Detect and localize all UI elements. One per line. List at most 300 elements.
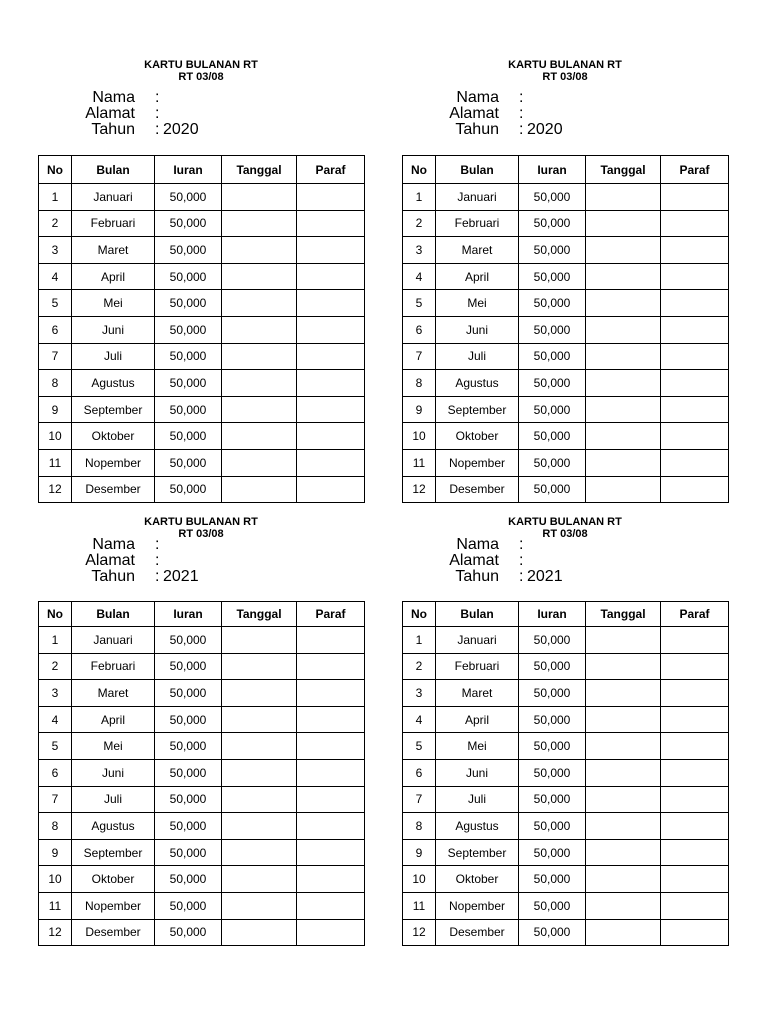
table-row <box>39 892 365 919</box>
nama-label: Nama <box>92 536 135 553</box>
tahun-colon: : <box>519 568 524 585</box>
cell-paraf <box>661 839 729 866</box>
cell-bulan: Januari <box>72 627 155 654</box>
cell-tanggal <box>222 210 297 237</box>
cell-no: 7 <box>39 343 72 370</box>
header-paraf: Paraf <box>661 602 729 627</box>
cell-no: 9 <box>403 396 436 423</box>
cell-tanggal <box>586 892 661 919</box>
table-row <box>39 316 365 343</box>
cell-paraf <box>661 184 729 211</box>
cell-paraf <box>297 786 365 813</box>
cell-tanggal <box>222 839 297 866</box>
alamat-label: Alamat <box>449 552 499 569</box>
cell-bulan: Maret <box>436 237 519 264</box>
cell-paraf <box>297 343 365 370</box>
table-row <box>403 892 729 919</box>
cell-paraf <box>661 396 729 423</box>
cell-bulan: Desember <box>436 919 519 946</box>
cell-tanggal <box>222 627 297 654</box>
table-row <box>403 733 729 760</box>
cell-iuran: 50,000 <box>155 866 222 893</box>
cell-no: 6 <box>403 759 436 786</box>
tahun-label: Tahun <box>91 121 135 138</box>
cell-iuran: 50,000 <box>155 370 222 397</box>
cell-bulan: Juli <box>72 343 155 370</box>
cell-paraf <box>661 290 729 317</box>
card-info <box>38 537 364 587</box>
cell-no: 5 <box>39 733 72 760</box>
header-tanggal: Tanggal <box>222 156 297 184</box>
cell-tanggal <box>222 423 297 450</box>
cell-no: 1 <box>403 627 436 654</box>
cell-bulan: Oktober <box>72 866 155 893</box>
cell-bulan: Oktober <box>72 423 155 450</box>
cell-paraf <box>297 653 365 680</box>
iuran-table <box>402 601 729 946</box>
header-tanggal: Tanggal <box>586 156 661 184</box>
cell-paraf <box>661 370 729 397</box>
table-row <box>39 680 365 707</box>
nama-label: Nama <box>92 89 135 106</box>
cell-paraf <box>297 813 365 840</box>
cell-bulan: Juli <box>436 343 519 370</box>
info-row-tahun <box>402 122 728 138</box>
cell-paraf <box>297 733 365 760</box>
card-title-line2: RT 03/08 <box>178 528 224 540</box>
cell-iuran: 50,000 <box>519 813 586 840</box>
cell-iuran: 50,000 <box>519 396 586 423</box>
cell-iuran: 50,000 <box>519 759 586 786</box>
cell-paraf <box>661 680 729 707</box>
table-row <box>39 396 365 423</box>
cell-iuran: 50,000 <box>155 786 222 813</box>
cell-no: 2 <box>403 653 436 680</box>
cell-bulan: Agustus <box>72 370 155 397</box>
cell-no: 7 <box>403 343 436 370</box>
header-no: No <box>403 156 436 184</box>
cell-tanggal <box>222 759 297 786</box>
card-title-line1: KARTU BULANAN RT <box>508 59 622 71</box>
cell-iuran: 50,000 <box>519 653 586 680</box>
card-info <box>38 90 364 140</box>
cell-paraf <box>661 316 729 343</box>
cell-bulan: Desember <box>72 919 155 946</box>
cell-tanggal <box>586 396 661 423</box>
cell-paraf <box>661 449 729 476</box>
cell-tanggal <box>586 706 661 733</box>
table-row <box>39 653 365 680</box>
table-row <box>403 919 729 946</box>
table-row <box>39 290 365 317</box>
cell-paraf <box>297 237 365 264</box>
cell-iuran: 50,000 <box>519 866 586 893</box>
table-row <box>403 423 729 450</box>
cell-tanggal <box>222 316 297 343</box>
cell-iuran: 50,000 <box>519 839 586 866</box>
card-title-line1: KARTU BULANAN RT <box>144 59 258 71</box>
table-row <box>39 343 365 370</box>
cell-no: 10 <box>39 866 72 893</box>
info-row-alamat <box>402 106 728 122</box>
cell-tanggal <box>222 343 297 370</box>
cell-no: 1 <box>39 627 72 654</box>
iuran-table <box>38 601 365 946</box>
cell-iuran: 50,000 <box>519 706 586 733</box>
cell-tanggal <box>222 680 297 707</box>
cell-tanggal <box>222 653 297 680</box>
cell-paraf <box>661 237 729 264</box>
table-row <box>39 813 365 840</box>
cell-tanggal <box>586 839 661 866</box>
info-row-nama <box>38 537 364 553</box>
cell-bulan: Nopember <box>72 892 155 919</box>
cell-no: 9 <box>403 839 436 866</box>
cell-iuran: 50,000 <box>519 316 586 343</box>
tahun-value: 2021 <box>527 568 563 585</box>
cell-paraf <box>297 449 365 476</box>
tahun-colon: : <box>155 568 160 585</box>
table-row <box>403 866 729 893</box>
cell-bulan: Februari <box>72 210 155 237</box>
cell-iuran: 50,000 <box>155 290 222 317</box>
table-row <box>403 759 729 786</box>
cell-bulan: Nopember <box>436 892 519 919</box>
cell-tanggal <box>222 370 297 397</box>
card-title <box>402 59 728 83</box>
cell-no: 9 <box>39 839 72 866</box>
table-row <box>403 263 729 290</box>
header-bulan: Bulan <box>72 156 155 184</box>
header-iuran: Iuran <box>519 602 586 627</box>
cell-bulan: Juli <box>72 786 155 813</box>
cell-no: 11 <box>403 449 436 476</box>
cell-tanggal <box>222 706 297 733</box>
cell-paraf <box>661 627 729 654</box>
table-row <box>39 184 365 211</box>
table-row <box>403 343 729 370</box>
cell-tanggal <box>222 892 297 919</box>
cell-iuran: 50,000 <box>155 813 222 840</box>
card-info <box>402 537 728 587</box>
cell-iuran: 50,000 <box>155 733 222 760</box>
cell-paraf <box>297 396 365 423</box>
cell-paraf <box>661 866 729 893</box>
cell-paraf <box>297 476 365 503</box>
cell-paraf <box>297 423 365 450</box>
table-row <box>39 759 365 786</box>
cell-no: 11 <box>39 892 72 919</box>
table-row <box>39 210 365 237</box>
rt-card-1 <box>38 59 364 497</box>
cell-bulan: Oktober <box>436 866 519 893</box>
cell-bulan: Februari <box>436 210 519 237</box>
header-tanggal: Tanggal <box>222 602 297 627</box>
cell-no: 8 <box>39 370 72 397</box>
cell-no: 12 <box>39 919 72 946</box>
cell-paraf <box>661 919 729 946</box>
cell-iuran: 50,000 <box>155 316 222 343</box>
table-row <box>403 290 729 317</box>
cell-bulan: September <box>436 839 519 866</box>
cell-iuran: 50,000 <box>155 919 222 946</box>
table-row <box>39 423 365 450</box>
cell-tanggal <box>586 866 661 893</box>
table-row <box>403 210 729 237</box>
table-row <box>39 866 365 893</box>
cell-no: 5 <box>403 733 436 760</box>
table-row <box>403 449 729 476</box>
cell-iuran: 50,000 <box>519 210 586 237</box>
tahun-colon: : <box>519 121 524 138</box>
cell-bulan: Januari <box>436 184 519 211</box>
table-row <box>39 919 365 946</box>
cell-no: 2 <box>39 653 72 680</box>
cell-bulan: Mei <box>72 733 155 760</box>
nama-colon: : <box>155 89 160 106</box>
cell-paraf <box>297 892 365 919</box>
cell-bulan: Oktober <box>436 423 519 450</box>
alamat-colon: : <box>155 552 160 569</box>
info-row-alamat <box>38 553 364 569</box>
info-row-tahun <box>38 122 364 138</box>
table-row <box>403 706 729 733</box>
cell-bulan: Mei <box>436 733 519 760</box>
cell-bulan: Juli <box>436 786 519 813</box>
cell-bulan: Februari <box>72 653 155 680</box>
cell-iuran: 50,000 <box>519 263 586 290</box>
cell-no: 4 <box>39 706 72 733</box>
info-row-nama <box>402 90 728 106</box>
cell-tanggal <box>222 449 297 476</box>
alamat-label: Alamat <box>85 552 135 569</box>
cell-no: 3 <box>39 680 72 707</box>
cell-iuran: 50,000 <box>519 423 586 450</box>
cell-bulan: Januari <box>72 184 155 211</box>
cell-paraf <box>661 706 729 733</box>
cell-bulan: April <box>436 263 519 290</box>
cell-paraf <box>297 316 365 343</box>
table-row <box>403 396 729 423</box>
tahun-colon: : <box>155 121 160 138</box>
table-row <box>39 733 365 760</box>
header-iuran: Iuran <box>155 602 222 627</box>
table-row <box>39 706 365 733</box>
cell-iuran: 50,000 <box>155 343 222 370</box>
cell-no: 10 <box>403 423 436 450</box>
cell-iuran: 50,000 <box>519 449 586 476</box>
cell-paraf <box>297 866 365 893</box>
cell-tanggal <box>586 263 661 290</box>
cell-no: 5 <box>39 290 72 317</box>
cell-no: 8 <box>403 370 436 397</box>
table-row <box>39 370 365 397</box>
cell-bulan: Nopember <box>72 449 155 476</box>
cell-tanggal <box>586 237 661 264</box>
cell-tanggal <box>586 813 661 840</box>
cell-no: 9 <box>39 396 72 423</box>
card-info <box>402 90 728 140</box>
cell-bulan: Juni <box>72 759 155 786</box>
cell-no: 6 <box>403 316 436 343</box>
tahun-value: 2020 <box>163 121 199 138</box>
cell-tanggal <box>222 290 297 317</box>
cell-bulan: Februari <box>436 653 519 680</box>
table-row <box>403 839 729 866</box>
table-row <box>39 449 365 476</box>
cell-tanggal <box>586 343 661 370</box>
cell-bulan: Juni <box>436 316 519 343</box>
nama-colon: : <box>519 89 524 106</box>
rt-card-4 <box>402 516 728 940</box>
table-row <box>403 786 729 813</box>
cell-bulan: September <box>72 396 155 423</box>
alamat-colon: : <box>155 105 160 122</box>
cell-iuran: 50,000 <box>155 210 222 237</box>
cell-iuran: 50,000 <box>519 919 586 946</box>
table-row <box>39 839 365 866</box>
cell-paraf <box>297 706 365 733</box>
cell-iuran: 50,000 <box>519 237 586 264</box>
cell-iuran: 50,000 <box>155 759 222 786</box>
tahun-label: Tahun <box>455 568 499 585</box>
iuran-table <box>402 155 729 503</box>
iuran-table <box>38 155 365 503</box>
tahun-value: 2020 <box>527 121 563 138</box>
cell-paraf <box>661 786 729 813</box>
cell-bulan: September <box>72 839 155 866</box>
cell-iuran: 50,000 <box>519 786 586 813</box>
table-row <box>39 237 365 264</box>
cell-tanggal <box>222 733 297 760</box>
cell-no: 7 <box>39 786 72 813</box>
cell-tanggal <box>586 653 661 680</box>
cell-paraf <box>661 733 729 760</box>
info-row-nama <box>38 90 364 106</box>
cell-paraf <box>661 263 729 290</box>
cell-no: 2 <box>39 210 72 237</box>
table-header-row <box>403 602 729 627</box>
cell-iuran: 50,000 <box>155 237 222 264</box>
cell-paraf <box>297 370 365 397</box>
cell-no: 3 <box>403 680 436 707</box>
table-row <box>403 370 729 397</box>
cell-no: 12 <box>403 476 436 503</box>
cell-iuran: 50,000 <box>155 449 222 476</box>
cell-tanggal <box>586 759 661 786</box>
table-header-row <box>39 602 365 627</box>
cell-paraf <box>297 627 365 654</box>
cell-no: 11 <box>403 892 436 919</box>
cell-bulan: Juni <box>72 316 155 343</box>
header-tanggal: Tanggal <box>586 602 661 627</box>
table-row <box>403 680 729 707</box>
cell-no: 4 <box>39 263 72 290</box>
cell-tanggal <box>586 449 661 476</box>
cell-bulan: April <box>72 706 155 733</box>
header-paraf: Paraf <box>297 156 365 184</box>
cell-paraf <box>661 892 729 919</box>
cell-tanggal <box>222 237 297 264</box>
table-row <box>403 653 729 680</box>
cell-tanggal <box>586 316 661 343</box>
cell-bulan: Agustus <box>436 813 519 840</box>
cell-paraf <box>297 680 365 707</box>
cell-tanggal <box>222 396 297 423</box>
cell-no: 7 <box>403 786 436 813</box>
alamat-colon: : <box>519 552 524 569</box>
info-row-alamat <box>402 553 728 569</box>
header-bulan: Bulan <box>72 602 155 627</box>
cell-paraf <box>297 263 365 290</box>
table-row <box>39 263 365 290</box>
cell-bulan: Desember <box>436 476 519 503</box>
cell-paraf <box>661 423 729 450</box>
cell-no: 4 <box>403 263 436 290</box>
cell-tanggal <box>222 263 297 290</box>
cell-iuran: 50,000 <box>519 680 586 707</box>
cell-bulan: Maret <box>72 237 155 264</box>
cell-iuran: 50,000 <box>519 370 586 397</box>
cell-iuran: 50,000 <box>155 263 222 290</box>
cell-tanggal <box>586 786 661 813</box>
cell-paraf <box>661 813 729 840</box>
cell-tanggal <box>586 476 661 503</box>
cell-no: 6 <box>39 759 72 786</box>
cell-bulan: Mei <box>436 290 519 317</box>
cell-iuran: 50,000 <box>155 423 222 450</box>
cell-no: 5 <box>403 290 436 317</box>
cell-bulan: Maret <box>436 680 519 707</box>
table-row <box>39 476 365 503</box>
info-row-tahun <box>38 569 364 585</box>
cell-paraf <box>661 343 729 370</box>
cell-iuran: 50,000 <box>519 627 586 654</box>
info-row-tahun <box>402 569 728 585</box>
alamat-colon: : <box>519 105 524 122</box>
table-row <box>39 627 365 654</box>
tahun-value: 2021 <box>163 568 199 585</box>
cell-tanggal <box>586 184 661 211</box>
tahun-label: Tahun <box>455 121 499 138</box>
header-paraf: Paraf <box>661 156 729 184</box>
table-row <box>403 476 729 503</box>
header-no: No <box>39 156 72 184</box>
cell-tanggal <box>586 680 661 707</box>
cell-no: 4 <box>403 706 436 733</box>
cell-no: 11 <box>39 449 72 476</box>
nama-label: Nama <box>456 536 499 553</box>
info-row-nama <box>402 537 728 553</box>
rt-card-2 <box>402 59 728 497</box>
header-no: No <box>39 602 72 627</box>
cell-iuran: 50,000 <box>519 184 586 211</box>
table-header-row <box>39 156 365 184</box>
cell-no: 10 <box>403 866 436 893</box>
cell-bulan: Maret <box>72 680 155 707</box>
cell-iuran: 50,000 <box>155 680 222 707</box>
cell-paraf <box>297 839 365 866</box>
nama-label: Nama <box>456 89 499 106</box>
cell-no: 10 <box>39 423 72 450</box>
cell-no: 1 <box>403 184 436 211</box>
cell-no: 2 <box>403 210 436 237</box>
cell-iuran: 50,000 <box>519 290 586 317</box>
header-iuran: Iuran <box>155 156 222 184</box>
cell-bulan: Januari <box>436 627 519 654</box>
card-title-line1: KARTU BULANAN RT <box>144 516 258 528</box>
card-title-line2: RT 03/08 <box>542 71 588 83</box>
